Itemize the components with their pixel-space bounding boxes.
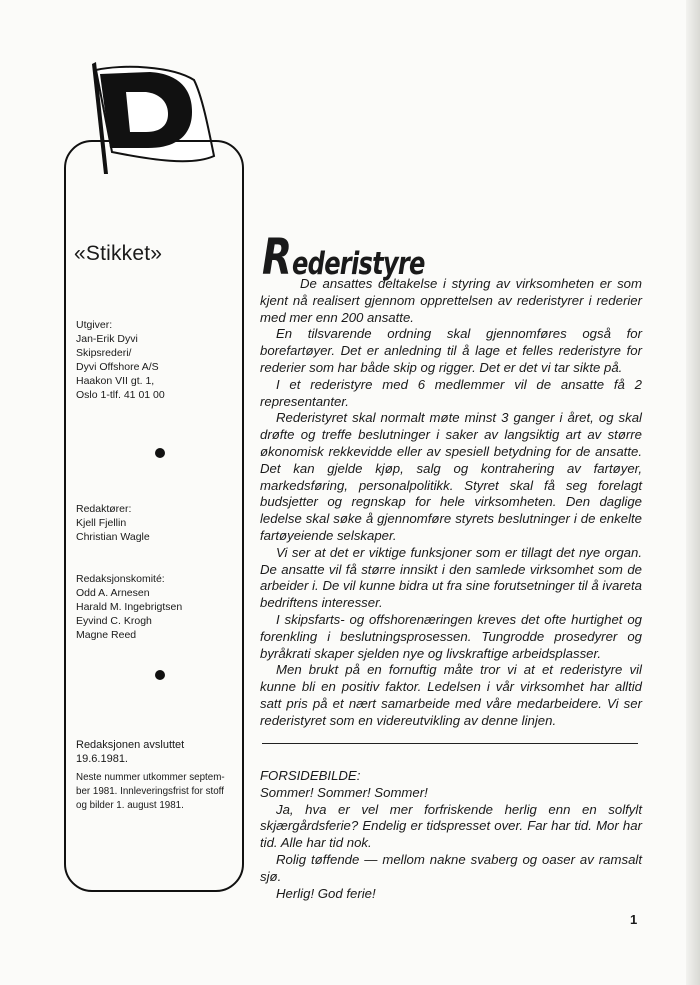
cover-note-paragraph: Ja, hva er vel mer forfriskende herlig enn en solfylt skjærgårdsferie? Endelig er tidspresset over. Far har tid. Mor har tid. Alle har tid nok.	[260, 801, 642, 851]
committee-member: Eyvind C. Krogh	[76, 615, 152, 627]
editor-name: Kjell Fjellin	[76, 517, 127, 529]
committee-member: Harald M. Ingebrigtsen	[76, 601, 183, 613]
editor-name: Christian Wagle	[76, 531, 150, 543]
cover-note-paragraph: Herlig! God ferie!	[276, 885, 376, 901]
article-lead: De ansattes deltakelse i styring av virksomheten er som kjent nå realisert gjennom opprettelsen av rederistyrer i rederier med mer enn 200 ansatte.	[260, 276, 642, 325]
committee-member: Magne Reed	[76, 629, 137, 641]
next-issue-line: Neste nummer utkommer septem-	[76, 772, 225, 783]
next-issue-line: ber 1981. Innleveringsfrist for stoff	[76, 786, 224, 797]
cover-note-paragraph: Rolig tøffende — mellom nakne svaberg og oaser av ramsalt sjø.	[260, 851, 642, 884]
publication-title: «Stikket»	[74, 242, 163, 265]
article-paragraph: I skipsfarts- og offshorenæringen kreves det ofte hurtighet og forenkling i beslutningsprosessen. Tungrodde prosedyrer og byråkrati skaper sjelden nye og livskraftige arbeidsplasser.	[260, 611, 642, 661]
next-issue-block	[76, 771, 236, 813]
cover-note-heading: FORSIDEBILDE:	[260, 768, 361, 783]
next-issue-line: og bilder 1. august 1981.	[76, 800, 184, 811]
editors-block	[76, 502, 236, 544]
cover-note	[260, 768, 642, 902]
article-paragraph: En tilsvarende ordning skal gjennomføres også for borefartøyer. Det er anledning til å lage et felles rederistyre for rederier som har både skip og rigger. Det er det vi tar sikte på.	[260, 326, 642, 375]
page-number: 1	[630, 912, 638, 927]
publisher-line: Haakon VII gt. 1,	[76, 375, 155, 387]
article-paragraph: Vi ser at det er viktige funksjoner som er tillagt det nye organ. De ansatte vil få større innsikt i den samlede virksomhet som de arbeider i. De vil kunne bidra ut fra sine forutsetninger til å ivareta bedriftens interesser.	[260, 544, 642, 611]
closing-line: Redaksjonen avsluttet	[76, 739, 185, 751]
headline-rest: ederistyre	[292, 246, 425, 282]
publisher-line: Dyvi Offshore A/S	[76, 361, 159, 373]
publisher-block	[76, 318, 236, 402]
committee-member: Odd A. Arnesen	[76, 587, 150, 599]
section-divider	[262, 743, 638, 744]
article-body	[260, 276, 642, 730]
editors-heading: Redaktører:	[76, 503, 132, 515]
cover-note-line: Sommer! Sommer! Sommer!	[260, 784, 428, 800]
closing-date: 19.6.1981.	[76, 753, 128, 765]
page-edge-shadow	[686, 0, 700, 985]
publisher-line: Oslo 1-tlf. 41 01 00	[76, 389, 165, 401]
article-paragraph: Men brukt på en fornuftig måte tror vi at et rederistyre vil kunne bli en positiv faktor. Ledelsen i vår virksomhet har alltid satt pris på et nært samarbeide med våre medarbeidere. Vi ser rederistyret som en videreutvikling av denne linjen.	[260, 662, 642, 728]
bullet-dot	[155, 670, 165, 680]
committee-heading: Redaksjonskomité:	[76, 573, 165, 585]
article-paragraph: I et rederistyre med 6 medlemmer vil de ansatte få 2 representanter.	[260, 376, 642, 409]
bullet-dot	[155, 448, 165, 458]
publisher-line: Skipsrederi/	[76, 347, 132, 359]
closing-block	[76, 738, 236, 766]
headline-initial: R	[262, 228, 293, 286]
article-paragraph: Rederistyret skal normalt møte minst 3 ganger i året, og skal drøfte og treffe beslutninger i saker av langsiktig art av større økonomisk rekkevidde eller av spesiell betydning for de ansatte. Det kan gjelde kjøp, salg og kontrahering av fartøyer, markedsføring, personalpolitikk. Styret skal få seg forelagt budsjetter og regnskap for hele virksomheten. Den daglige ledelse skal søke å gjennomføre styrets beslutninger i de enkelte fartøyeiende selskaper.	[260, 410, 642, 543]
publisher-line: Jan-Erik Dyvi	[76, 333, 138, 345]
publisher-heading: Utgiver:	[76, 319, 113, 331]
committee-block	[76, 572, 236, 642]
